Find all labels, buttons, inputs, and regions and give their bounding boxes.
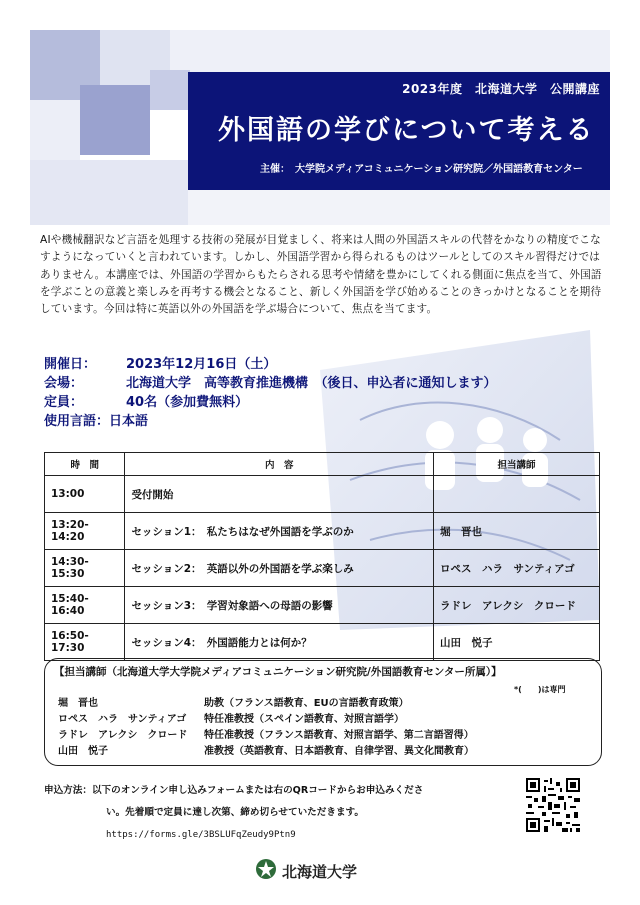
content-cell: セッション3： 学習対象語への母語の影響: [125, 587, 434, 624]
university-logo-icon: [255, 858, 277, 880]
application-info: [44, 780, 528, 846]
intro-paragraph: AIや機械翻訳など言語を処理する技術の発展が目覚ましく、将来は人間の外国語スキルの代替をかなりの精度でこなすようになっていくと言われています。しかし、外国語学習から得られるものはツールとしてのスキル習得だけではありません。本講座では、外国語の学習からもたらされる思考や情緒を豊かにしてくれる側面に焦点を当て、外国語を学ぶことの意義と楽しみを再考する機会となること、新しく外国語を学び始めることのきっかけとなることを期待しています。今回は特に英語以外の外国語を学ぶ場合について、焦点を当てます。: [40, 234, 602, 316]
decor-square: [30, 100, 80, 160]
date-label: 開催日：: [44, 357, 97, 372]
content-cell: セッション4： 外国語能力とは何か？: [125, 624, 434, 661]
date-value: 2023年12月16日（土）: [126, 357, 277, 372]
table-row: [45, 550, 600, 587]
table-row: [45, 476, 600, 513]
lecturer-role: 特任准教授（フランス語教育、対照言語学、第二言語習得）: [204, 730, 474, 741]
capacity-label: 定員：: [44, 395, 84, 410]
decor-square: [150, 70, 190, 110]
language-label: 使用言語：: [44, 414, 110, 429]
list-item: [58, 696, 474, 712]
decor-square: [30, 160, 188, 225]
list-item: [58, 744, 474, 760]
venue-value: 北海道大学 高等教育推進機構 （後日、申込者に通知します）: [126, 376, 497, 391]
table-row: [45, 513, 600, 550]
time-cell: 13:00: [45, 476, 125, 513]
lecturer-name: ロペス ハラ サンティアゴ: [58, 714, 187, 725]
lecturers-title: 【担当講師（北海道大学大学院メディアコミュニケーション研究院/外国語教育センター所属）】: [54, 666, 502, 678]
decor-square: [170, 30, 610, 72]
content-cell: セッション1： 私たちはなぜ外国語を学ぶのか: [125, 513, 434, 550]
header-lecturer: 担当講師: [433, 453, 599, 476]
decor-square: [80, 85, 150, 155]
lecturer-cell: 堀 晋也: [433, 513, 599, 550]
time-cell: 15:40-16:40: [45, 587, 125, 624]
capacity-value: 40名（参加費無料）: [126, 395, 249, 410]
lecturer-name: ラドレ アレクシ クロード: [58, 730, 188, 741]
time-cell: 14:30-15:30: [45, 550, 125, 587]
header-subtitle: 2023年度 北海道大学 公開講座: [402, 82, 600, 96]
time-cell: 13:20-14:20: [45, 513, 125, 550]
lecturer-cell: 山田 悦子: [433, 624, 599, 661]
lecturer-name: 堀 晋也: [58, 698, 98, 709]
venue-label: 会場：: [44, 376, 84, 391]
lecturer-role: 助教（フランス語教育、EUの言語教育政策）: [204, 698, 409, 709]
content-cell: 受付開始: [125, 476, 434, 513]
lecturers-note: *( )は専門: [514, 685, 566, 694]
lecturer-cell: ロペス ハラ サンティアゴ: [433, 550, 599, 587]
apply-text-2: い。先着順で定員に達し次第、締め切らせていただきます。: [106, 807, 364, 818]
page-title: 外国語の学びについて考える: [218, 115, 595, 146]
header-content: 内 容: [125, 453, 434, 476]
table-row: [45, 624, 600, 661]
schedule-table: [44, 452, 600, 661]
header-organizer: 主催： 大学院メディアコミュニケーション研究院／外国語教育センター: [260, 164, 583, 175]
content-cell: セッション2： 英語以外の外国語を学ぶ楽しみ: [125, 550, 434, 587]
lecturer-name: 山田 悦子: [58, 746, 108, 757]
lecturer-cell: ラドレ アレクシ クロード: [433, 587, 599, 624]
language-value: 日本語: [109, 414, 149, 429]
decor-square: [188, 190, 610, 225]
lecturer-role: 准教授（英語教育、日本語教育、自律学習、異文化間教育）: [204, 746, 474, 757]
table-row: [45, 587, 600, 624]
event-info: [44, 355, 497, 431]
apply-text-1: 申込方法：以下のオンライン申し込みフォームまたは右のQRコードからお申込みくださ: [44, 785, 424, 796]
lecturers-list: [58, 696, 474, 760]
apply-url-link[interactable]: https://forms.gle/3BSLUFqZeudy9Ptn9: [106, 830, 296, 840]
qr-code[interactable]: [526, 778, 580, 832]
university-name: 北海道大学: [282, 863, 358, 881]
lecturer-cell: [433, 476, 599, 513]
time-cell: 16:50-17:30: [45, 624, 125, 661]
table-header-row: [45, 453, 600, 476]
list-item: [58, 728, 474, 744]
header-time: 時 間: [45, 453, 125, 476]
lecturer-role: 特任准教授（スペイン語教育、対照言語学）: [204, 714, 404, 725]
list-item: [58, 712, 474, 728]
